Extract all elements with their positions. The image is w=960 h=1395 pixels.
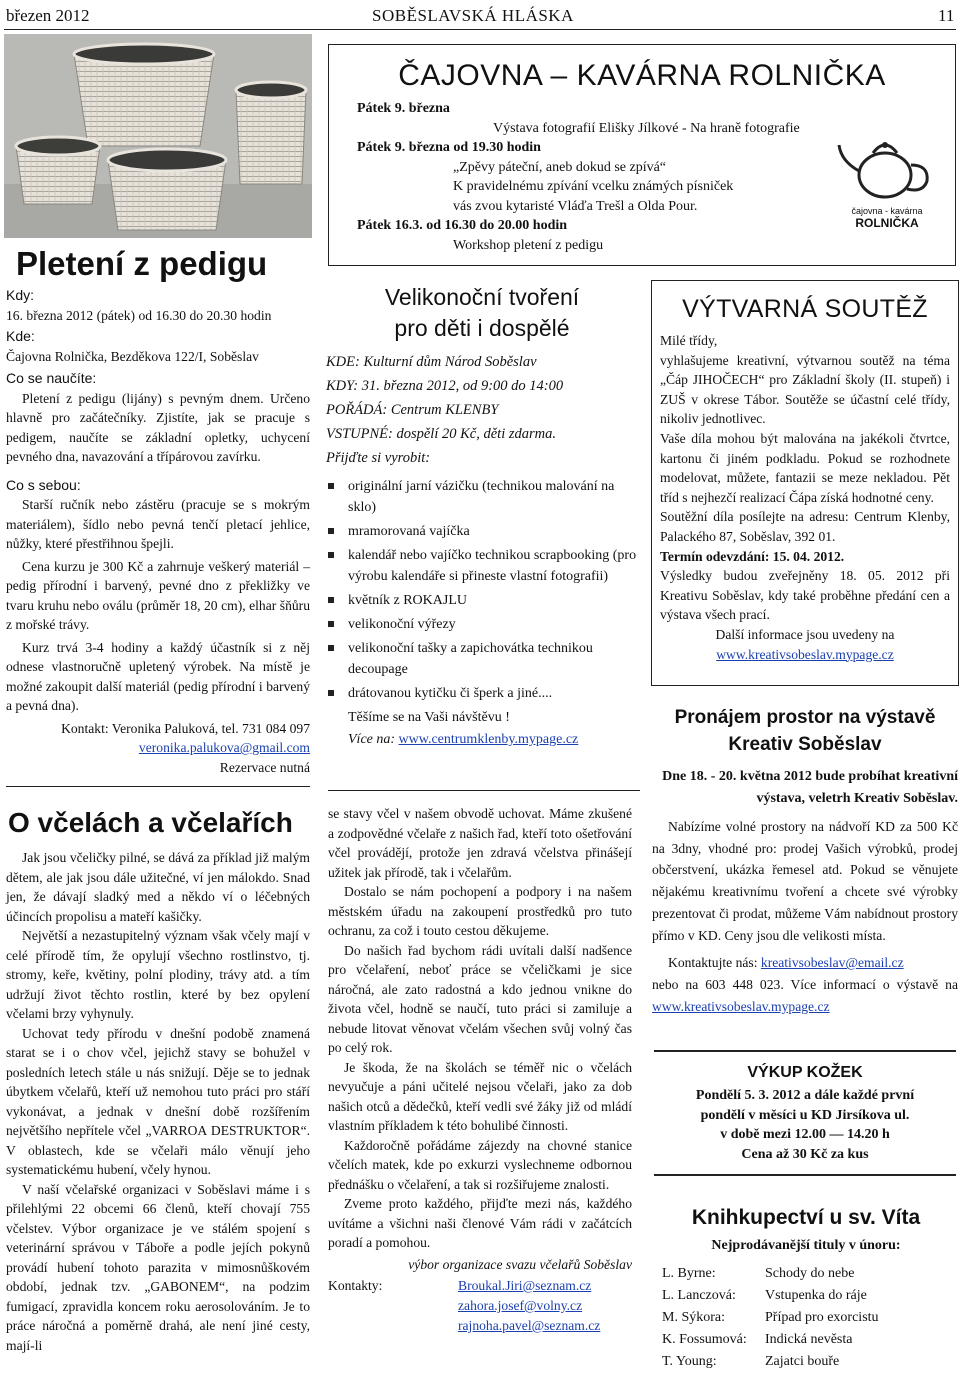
pleteni-sebou: Starší ručník nebo zástěru (pracuje se s mokrým materiálem), šídlo nebo pevná tenčí pletací jehlice, nůžky, které přestřihnou špejli. — [6, 497, 310, 551]
logo-line1: čajovna - kavárna — [851, 206, 923, 216]
velikonoce-title-line1: Velikonoční tvoření — [384, 284, 580, 310]
cajovna-event3-date: Pátek 16.3. od 16.30 do 20.00 hodin — [357, 218, 568, 233]
pleteni-kontakt: Kontakt: Veronika Paluková, tel. 731 084 097 — [61, 720, 310, 736]
pleteni-article — [6, 286, 310, 777]
vcely-title: O včelách a včelařích — [8, 807, 293, 838]
vykup-rule-bottom — [654, 1174, 956, 1176]
soutez-box — [651, 280, 959, 686]
velikonoce-title-line2: pro děti i dospělé — [394, 315, 570, 341]
vcely-article-middle — [328, 804, 632, 1338]
table-row — [662, 1263, 879, 1285]
list-item: originální jarní vázičku (technikou malování na sklo) — [326, 476, 638, 518]
teapot-icon — [835, 131, 939, 201]
vcely-p1: Jak jsou včeličky pilné, se dává za příklad již malým dětem, ale jak jsou dále užitečné, ví jen málokdo. Snad jen, že dávají sladký med a někdo ví o léčebných účincích propolisu a mateří kašičky. — [6, 850, 310, 924]
velikonoce-section — [326, 282, 638, 751]
table-row — [662, 1329, 879, 1351]
newspaper-title: SOBĚSLAVSKÁ HLÁSKA — [372, 6, 574, 25]
vcely-kontakty-label: Kontakty: — [328, 1278, 383, 1293]
page-header — [0, 0, 960, 30]
velikonoce-kde: KDE: Kulturní dům Národ Soběslav — [326, 354, 537, 370]
pleteni-kde-label: Kde: — [6, 328, 35, 344]
pleteni-cena: Cena kurzu je 300 Kč a zahrnuje veškerý materiál – pedig přírodní i barvený, pevné dno z překližky ve tvaru kruhu nebo oválu (průměr 18, 20 cm), elhar šňůru z mořské trávy. — [6, 558, 310, 632]
book-title: Zajatci bouře — [765, 1354, 840, 1369]
cajovna-event1-date: Pátek 9. března — [357, 101, 450, 116]
pleteni-rezervace: Rezervace nutná — [219, 759, 310, 775]
table-row — [662, 1307, 879, 1329]
baskets-photo — [4, 34, 312, 238]
book-author: M. Sýkora: — [662, 1310, 725, 1325]
pleteni-naucite-label: Co se naučíte: — [6, 370, 97, 386]
soutez-p5: Výsledky budou zveřejněny 18. 05. 2012 při Kreativu Soběslav, kdy také proběhne předání cen a výstava všech prací. — [660, 568, 950, 623]
table-row — [662, 1351, 879, 1373]
book-title: Schody do nebe — [765, 1266, 855, 1281]
velikonoce-vyrobit: Přijďte si vyrobit: — [326, 450, 431, 466]
vcely-p2: Největší a nezastupitelný význam však včely mají v celé přírodě tím, že opylují všechno rostlinstvo, tj. stromy, keře, květiny, polní plodiny, trávy atd. a tím udržují život těchto rostlin, které by bez opylení včelami brzy vyhynuly. — [6, 928, 310, 1021]
pronajem-p1: Nabízíme volné prostory na nádvoří KD za 500 Kč na 3dny, vhodné pro: prodej Vašich výrobků, prodej občerstvení, ukázka řemesel atd. Pokud se věnujete nějakému kreativnímu tvoření a chcete své výrobky prezentovat či prodat, můžeme Vám nabídnout prostory přímo v KD. Ceny jsou dle velikosti místa. — [652, 819, 958, 943]
vcely-sign: výbor organizace svazu včelařů Soběslav — [408, 1256, 632, 1272]
pleteni-email-link[interactable]: veronika.palukova@gmail.com — [138, 740, 310, 755]
velikonoce-vstupne: VSTUPNÉ: dospělí 20 Kč, děti zdarma. — [326, 426, 556, 442]
vcely-article-left — [6, 848, 310, 1355]
pronajem-lead: Dne 18. - 20. května 2012 bude probíhat kreativní výstava, veletrh Kreativ Soběslav. — [662, 769, 958, 806]
vcely-p10: Zveme proto každého, přijďte mezi nás, každého uvítáme a všichni naši členové Vám rádi v začátcích poradí a pomohou. — [328, 1196, 632, 1250]
pleteni-sebou-label: Co s sebou: — [6, 476, 81, 493]
cajovna-logo — [835, 131, 939, 231]
velikonoce-porada: POŘÁDÁ: Centrum KLENBY — [326, 402, 499, 418]
soutez-p6: Další informace jsou uvedeny na — [715, 626, 895, 642]
divider-left — [6, 786, 310, 787]
soutez-title: VÝTVARNÁ SOUTĚŽ — [682, 295, 928, 323]
cajovna-event2-date: Pátek 9. března od 19.30 hodin — [357, 140, 541, 155]
cajovna-event2-line3: vás zvou kytaristé Vláďa Trešl a Olda Pour. — [453, 198, 698, 214]
cajovna-event2-line1: „Zpěvy páteční, aneb dokud se zpívá“ — [453, 159, 667, 175]
vcely-p9: Každoročně pořádáme zájezdy na chovné stanice včelích matek, kde po exkurzi vyslechneme odbornou přednášku o včelaření, a tak si rozšiřujeme znalosti. — [328, 1137, 632, 1192]
pleteni-naucite: Pletení z pedigu (lijány) s pevným dnem. Určeno hlavně pro začátečníky. Zjistíte, jak se pracuje s pedigem, naučíte se základní opletky, uchycení pevného dna, navazování a třípárovou zavírku. — [6, 390, 310, 464]
soutez-termin: Termín odevzdání: 15. 04. 2012. — [660, 548, 845, 564]
vcely-p4: V naší včelařské organizaci v Soběslavi máme i s přilehlými 22 obcemi 66 členů, kteří chovají 755 včelstev. Výbor organizace je ve stálém spojení s veterinární správou v Táboře a podle jejích pokynů provádí hubení tohoto parazita v mimosnůškovém období, jednak tzv. „GABONEM“, na podzim fumigací, zpravidla koncem roku aerosolováním. Je to práce náročná a poměrně drahá, ale není jiné cesty, mají-li — [6, 1181, 310, 1353]
vykup-line2: pondělí v měsíci u KD Jirsíkova ul. — [700, 1107, 910, 1123]
soutez-p4: Soutěžní díla posílejte na adresu: Centrum Klenby, Palackého 87, Soběslav, 392 01. — [660, 509, 950, 544]
knihkupectvi-title: Knihkupectví u sv. Víta — [691, 1206, 921, 1229]
vcely-p3: Uchovat tedy přírodu v dnešní podobě znamená starat se i o chov včel, jejichž stavy se bohužel v posledních letech stále u nás snižují. Děje se to jednak úbytkem včelařů, kteří už nemohou tuto práci pro stáří vykonávat, a jednak v dnešní době rozšířením největšího nepřítele včel „VARROA DESTRUKTOR“. V oblastech, kde se včelaři málo věnují jeho systematickému hubení, včely hynou. — [6, 1025, 310, 1177]
vcely-email-2[interactable]: zahora.josef@volny.cz — [458, 1298, 583, 1313]
knihkupectvi-section — [656, 1203, 956, 1373]
cajovna-event3-text: Workshop pletení z pedigu — [453, 237, 604, 253]
list-item: velikonoční tašky a zapichovátka technikou decoupage — [326, 638, 638, 680]
vykup-line3: v době mezi 12.00 — 14.20 h — [720, 1127, 890, 1142]
bestseller-table — [662, 1263, 879, 1373]
velikonoce-tesime: Těšíme se na Vaši návštěvu ! — [348, 710, 510, 725]
soutez-link[interactable]: www.kreativsobeslav.mypage.cz — [716, 646, 894, 662]
vcely-p7: Do našich řad bychom rádi uvítali další nadšence pro včelaření, neboť práce se včeličkami je sice náročná, ale zato radostná a kdo jednou vnikne do života včel, hodně se naučí, tuto práci si zamiluje a nebude litovat věnovat včelám všechen svůj volný čas po celý rok. — [328, 942, 632, 1055]
book-author: K. Fossumová: — [662, 1332, 747, 1347]
velikonoce-link[interactable]: www.centrumklenby.mypage.cz — [398, 732, 579, 747]
pleteni-kde: Čajovna Rolnička, Bezděkova 122/I, Soběslav — [6, 348, 259, 364]
pleteni-kdy-label: Kdy: — [6, 287, 35, 303]
cajovna-box — [328, 44, 956, 266]
soutez-p3: Vaše díla mohou být malována na jakékoli čtvrtce, kartonu či jiném podkladu. Pokud se rozhodnete modelovat, můžete, fantazii se meze nekladou. Pět tříd s nejhezčí realizací Čápa získá hodnotné ceny. — [660, 430, 950, 505]
pleteni-kdy: 16. března 2012 (pátek) od 16.30 do 20.30 hodin — [6, 307, 272, 323]
cajovna-title: ČAJOVNA – KAVÁRNA ROLNIČKA — [398, 59, 886, 92]
pleteni-title: Pletení z pedigu — [16, 245, 268, 282]
basket-illustration — [4, 34, 312, 238]
issue-date: březen 2012 — [6, 6, 90, 25]
list-item: velikonoční výřezy — [326, 614, 638, 635]
soutez-p1: Milé třídy, — [660, 333, 718, 348]
vykup-line4: Cena až 30 Kč za kus — [741, 1146, 869, 1162]
vykup-section — [654, 1050, 956, 1176]
book-title: Případ pro exorcistu — [765, 1310, 879, 1325]
pronajem-section — [652, 704, 958, 1017]
pronajem-email[interactable]: kreativsobeslav@email.cz — [760, 955, 904, 971]
vykup-title: VÝKUP KOŽEK — [747, 1064, 863, 1081]
vykup-line1: Pondělí 5. 3. 2012 a dále každé první — [695, 1088, 915, 1103]
divider-middle — [328, 790, 640, 791]
logo-line2: ROLNIČKA — [855, 216, 919, 230]
velikonoce-list — [326, 476, 638, 704]
book-author: T. Young: — [662, 1354, 717, 1369]
book-author: L. Byrne: — [662, 1266, 716, 1281]
pronajem-p2: nebo na 603 448 023. Více informací o výstavě na — [652, 976, 958, 992]
knihkupectvi-subtitle: Nejprodávanější tituly v únoru: — [711, 1238, 901, 1253]
pronajem-title-line1: Pronájem prostor na výstavě — [674, 707, 936, 728]
vcely-p8: Je škoda, že na školách se téměř nic o včelách nevyučuje a páni učitelé nejsou včelaři, jako za dob našich otců a dědečků, kteří vedli své žáky již od mládí vlastním příkladem k této bohulibé činnosti. — [328, 1059, 632, 1133]
header-rule — [4, 29, 956, 30]
pronajem-kontakt-label: Kontaktujte nás: — [668, 955, 758, 971]
pronajem-title-line2: Kreativ Soběslav — [728, 734, 882, 755]
table-row — [662, 1285, 879, 1307]
book-title: Vstupenka do ráje — [765, 1288, 867, 1303]
list-item: květník z ROKAJLU — [326, 590, 638, 611]
cajovna-event1-text: Výstava fotografií Elišky Jílkové - Na hraně fotografie — [493, 120, 800, 136]
list-item: kalendář nebo vajíčko technikou scrapbooking (pro výrobu kalendáře si přineste vlastní fotografii) — [326, 545, 638, 587]
vykup-rule-top — [654, 1050, 956, 1052]
velikonoce-kdy: KDY: 31. března 2012, od 9:00 do 14:00 — [326, 378, 564, 394]
soutez-p2: vyhlašujeme kreativní, výtvarnou soutěž na téma „Čáp JIHOČECH“ pro Základní školy (II. stupeň) i ZUŠ v okrese Tábor. Soutěže se účastní celé třídy, nikoliv jednotlivec. — [660, 352, 950, 427]
list-item: mramorovaná vajíčka — [326, 521, 638, 542]
cajovna-event2-line2: K pravidelnému zpívání vcelku známých písniček — [453, 179, 734, 194]
list-item: drátovanou kytičku či šperk a jiné.... — [326, 683, 638, 704]
pronajem-link[interactable]: www.kreativsobeslav.mypage.cz — [652, 998, 830, 1014]
velikonoce-vice-label: Více na: — [348, 732, 396, 747]
book-title: Indická nevěsta — [765, 1332, 853, 1347]
vcely-p5: se stavy včel v našem obvodě uchovat. Máme zkušené a zodpovědné včelaře z našich řad, kteří toto ošetřování včel provádějí, protože jen zdravá včelstva přinášejí užitek jak přírodě, tak i včelařům. — [328, 806, 632, 880]
book-author: L. Lanczová: — [662, 1288, 736, 1303]
vcely-email-1[interactable]: Broukal.Jiri@seznam.cz — [458, 1278, 592, 1293]
pleteni-kurz: Kurz trvá 3-4 hodiny a každý účastník si z něj odnese vlastnoručně upletený výrobek. Na místě je možné zakoupit další materiál (pedig přírodní i barvený a pevná dna). — [6, 639, 310, 713]
vcely-p6: Dostalo se nám pochopení a podpory i na našem městském úřadu na zakoupení prostředků pro tuto ochranu, za což i touto cestou děkujeme. — [328, 884, 632, 938]
page-number: 11 — [938, 6, 955, 25]
vcely-email-3[interactable]: rajnoha.pavel@seznam.cz — [458, 1318, 601, 1333]
